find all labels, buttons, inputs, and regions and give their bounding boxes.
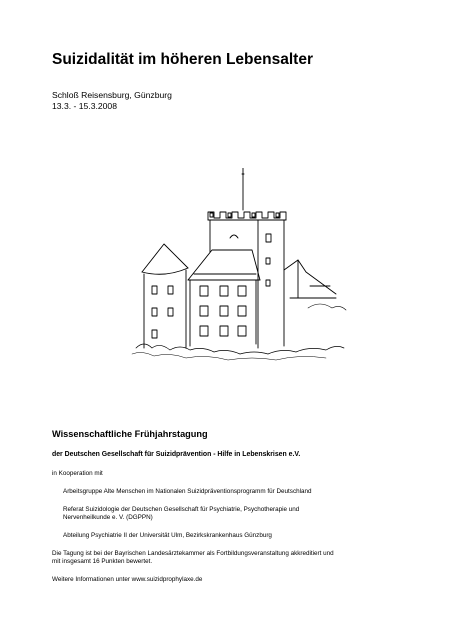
cooperation-intro: in Kooperation mit [52, 470, 103, 477]
partner-line: Nervenheilkunde e. V. (DGPPN) [63, 514, 153, 522]
more-info: Weitere Informationen unter www.suizidprophylaxe.de [52, 576, 203, 583]
partner-item [63, 506, 299, 522]
accreditation-note [52, 550, 334, 566]
accreditation-line: Die Tagung ist bei der Bayrischen Landesärztekammer als Fortbildungsveranstaltung akkreditiert und [52, 550, 334, 557]
partner-line: Arbeitsgruppe Alte Menschen im Nationalen Suizidpräventionsprogramm für Deutschland [63, 488, 312, 495]
partner-line: Referat Suizidologie der Deutschen Gesellschaft für Psychiatrie, Psychotherapie und [63, 506, 300, 513]
organizer: der Deutschen Gesellschaft für Suizidprävention - Hilfe in Lebenskrisen e.V. [52, 451, 301, 458]
partner-line: Abteilung Psychiatrie II der Universität Ulm, Bezirkskrankenhaus Günzburg [63, 532, 272, 539]
venue-dates: 13.3. - 15.3.2008 [52, 101, 117, 111]
castle-illustration [130, 168, 350, 368]
accreditation-line: mit insgesamt 16 Punkten bewertet. [52, 558, 153, 566]
document-title: Suizidalität im höheren Lebensalter [52, 51, 313, 68]
venue-block [52, 90, 172, 112]
partner-item [63, 532, 272, 540]
partner-item [63, 488, 312, 496]
conference-title: Wissenschaftliche Frühjahrstagung [52, 429, 208, 439]
venue-location: Schloß Reisensburg, Günzburg [52, 90, 172, 100]
